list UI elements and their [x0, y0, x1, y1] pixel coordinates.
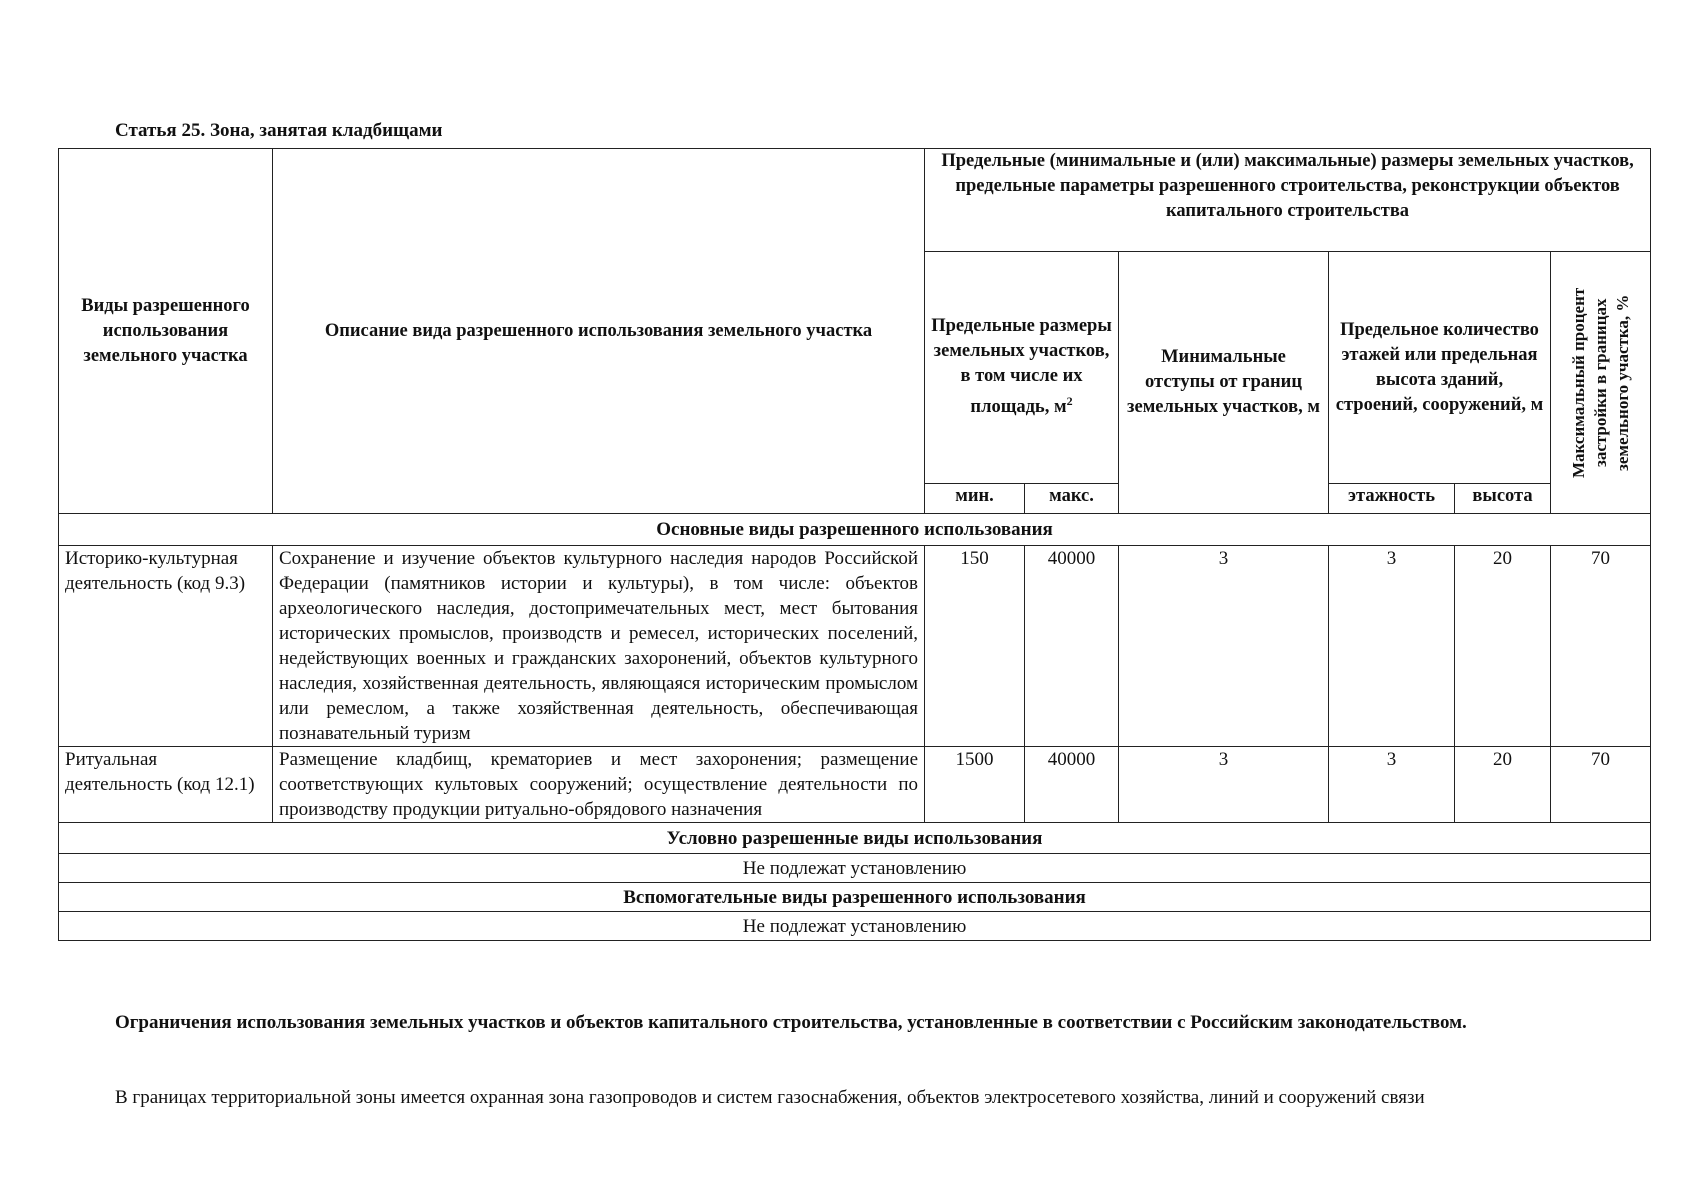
header-description: Описание вида разрешенного использования земельного участка: [273, 149, 925, 514]
header-percent: Максимальный процент застройки в границах земельного участка, %: [1568, 287, 1632, 478]
row-height: 20: [1455, 747, 1551, 823]
row-max: 40000: [1025, 747, 1119, 823]
header-height: высота: [1455, 484, 1551, 514]
row-min: 1500: [925, 747, 1025, 823]
header-percent-cell: [1551, 252, 1651, 514]
section-conditional: Условно разрешенные виды использования: [59, 823, 1651, 854]
row-description: Сохранение и изучение объектов культурного наследия народов Российской Федерации (памятников истории и культуры), в том числе: объектов археологического наследия, достопримечательных мест, мест бытования исторических промыслов, производств и ремесел, исторических поселений, недействующих военных и гражданских захоронений, объектов культурного наследия, хозяйственная деятельность, являющаяся историческим промыслом или ремеслом, а также хозяйственная деятельность, обеспечивающая познавательный туризм: [273, 546, 925, 747]
header-setbacks: Минимальные отступы от границ земельных участков, м: [1119, 252, 1329, 514]
header-floors-count: этажность: [1329, 484, 1455, 514]
row-floors: 3: [1329, 747, 1455, 823]
header-max: макс.: [1025, 484, 1119, 514]
header-sizes-text: Предельные размеры земельных участков, в том числе их площадь, м: [931, 316, 1112, 418]
header-sizes-sup: 2: [1066, 394, 1073, 409]
section-conditional-value: Не подлежат установлению: [59, 854, 1651, 883]
row-type: Историко-культурная деятельность (код 9.3): [59, 546, 273, 747]
row-percent: 70: [1551, 546, 1651, 747]
row-min: 150: [925, 546, 1025, 747]
row-floors: 3: [1329, 546, 1455, 747]
header-min: мин.: [925, 484, 1025, 514]
section-auxiliary-value: Не подлежат установлению: [59, 912, 1651, 941]
table-row: [59, 747, 1651, 823]
zone-note: В границах территориальной зоны имеется охранная зона газопроводов и систем газоснабжения, объектов электросетевого хозяйства, линий и сооружений связи: [115, 1087, 1425, 1108]
row-type: Ритуальная деятельность (код 12.1): [59, 747, 273, 823]
header-limits-group: Предельные (минимальные и (или) максимальные) размеры земельных участков, предельные параметры разрешенного строительства, реконструкции объектов капитального строительства: [925, 149, 1651, 252]
row-height: 20: [1455, 546, 1551, 747]
row-setback: 3: [1119, 546, 1329, 747]
row-max: 40000: [1025, 546, 1119, 747]
row-percent: 70: [1551, 747, 1651, 823]
section-auxiliary: Вспомогательные виды разрешенного использования: [59, 883, 1651, 912]
header-floors: Предельное количество этажей или предельная высота зданий, строений, сооружений, м: [1329, 252, 1551, 484]
row-description: Размещение кладбищ, крематориев и мест захоронения; размещение соответствующих культовых сооружений; осуществление деятельности по производству продукции ритуально-обрядового назначения: [273, 747, 925, 823]
page-title: Статья 25. Зона, занятая кладбищами: [115, 120, 443, 141]
row-setback: 3: [1119, 747, 1329, 823]
header-types: Виды разрешенного использования земельного участка: [59, 149, 273, 514]
restrictions-note: Ограничения использования земельных участков и объектов капитального строительства, установленные в соответствии с Российским законодательством.: [115, 1012, 1467, 1033]
land-use-table: [58, 148, 1651, 941]
table-row: [59, 546, 1651, 747]
header-sizes: [925, 252, 1119, 484]
section-main: Основные виды разрешенного использования: [59, 514, 1651, 546]
